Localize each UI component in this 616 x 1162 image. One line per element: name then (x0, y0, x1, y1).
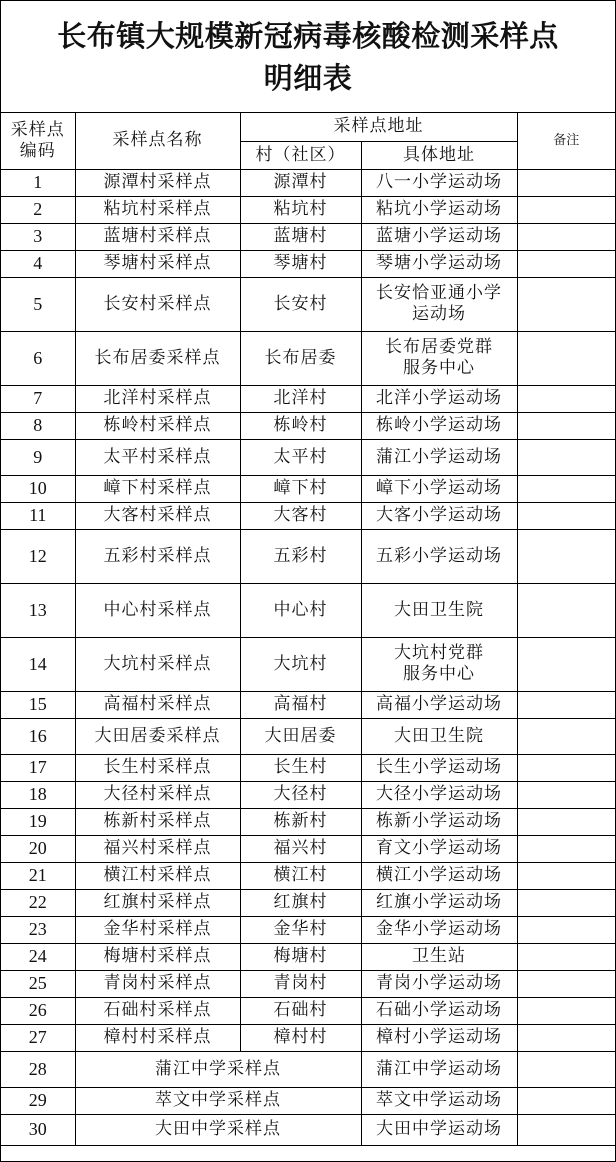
row-remark (517, 691, 615, 718)
table-row (1, 916, 615, 943)
row-address: 蒲江中学运动场 (361, 1051, 517, 1087)
sampling-sites-table (1, 113, 615, 1146)
row-site-name: 琴塘村采样点 (75, 250, 240, 277)
row-site-name: 大客村采样点 (75, 502, 240, 529)
title-line-1: 长布镇大规模新冠病毒核酸检测采样点 (57, 18, 559, 53)
table-row (1, 277, 615, 331)
row-address: 大田中学运动场 (361, 1114, 517, 1145)
row-village: 栋新村 (240, 808, 361, 835)
row-address: 五彩小学运动场 (361, 529, 517, 583)
row-address: 红旗小学运动场 (361, 889, 517, 916)
row-code: 3 (1, 223, 75, 250)
row-address: 樟村小学运动场 (361, 1024, 517, 1051)
row-code: 15 (1, 691, 75, 718)
table-body (1, 169, 615, 1145)
row-address: 栋新小学运动场 (361, 808, 517, 835)
row-site-name: 金华村采样点 (75, 916, 240, 943)
row-address: 大径小学运动场 (361, 781, 517, 808)
row-site-name: 栋岭村采样点 (75, 412, 240, 439)
table-row (1, 1024, 615, 1051)
row-village: 大坑村 (240, 637, 361, 691)
row-code: 1 (1, 169, 75, 196)
row-code: 30 (1, 1114, 75, 1145)
table-row (1, 808, 615, 835)
table-row (1, 970, 615, 997)
row-village: 红旗村 (240, 889, 361, 916)
row-address: 蒲江小学运动场 (361, 439, 517, 475)
row-village: 福兴村 (240, 835, 361, 862)
row-address: 琴塘小学运动场 (361, 250, 517, 277)
row-code: 11 (1, 502, 75, 529)
header-address-group: 采样点地址 (240, 113, 517, 141)
row-site-name: 大坑村采样点 (75, 637, 240, 691)
row-address: 金华小学运动场 (361, 916, 517, 943)
row-village: 大田居委 (240, 718, 361, 754)
row-address: 长生小学运动场 (361, 754, 517, 781)
row-code: 16 (1, 718, 75, 754)
table-row (1, 475, 615, 502)
row-remark (517, 916, 615, 943)
row-site-name: 青岗村采样点 (75, 970, 240, 997)
row-remark (517, 943, 615, 970)
row-remark (517, 808, 615, 835)
row-remark (517, 277, 615, 331)
title-line-2: 明细表 (263, 60, 353, 95)
row-remark (517, 718, 615, 754)
row-village: 蓝塘村 (240, 223, 361, 250)
row-village: 琴塘村 (240, 250, 361, 277)
row-address: 八一小学运动场 (361, 169, 517, 196)
row-village: 长生村 (240, 754, 361, 781)
row-site-name: 石础村采样点 (75, 997, 240, 1024)
row-address: 萃文中学运动场 (361, 1087, 517, 1114)
table-row (1, 1051, 615, 1087)
row-address: 大田卫生院 (361, 718, 517, 754)
row-code: 22 (1, 889, 75, 916)
row-code: 14 (1, 637, 75, 691)
row-remark (517, 1024, 615, 1051)
row-village: 源潭村 (240, 169, 361, 196)
row-code: 4 (1, 250, 75, 277)
row-remark (517, 583, 615, 637)
table-row (1, 781, 615, 808)
row-site-name: 高福村采样点 (75, 691, 240, 718)
row-address: 卫生站 (361, 943, 517, 970)
row-code: 27 (1, 1024, 75, 1051)
table-row (1, 196, 615, 223)
row-remark (517, 637, 615, 691)
row-code: 26 (1, 997, 75, 1024)
row-village: 樟村村 (240, 1024, 361, 1051)
row-address: 育文小学运动场 (361, 835, 517, 862)
row-village: 梅塘村 (240, 943, 361, 970)
row-code: 23 (1, 916, 75, 943)
row-address: 北洋小学运动场 (361, 385, 517, 412)
row-address (361, 637, 517, 691)
row-address: 蓝塘小学运动场 (361, 223, 517, 250)
row-remark (517, 439, 615, 475)
row-address-line2: 服务中心 (403, 664, 475, 684)
table-row (1, 385, 615, 412)
row-address (361, 331, 517, 385)
row-address: 嶂下小学运动场 (361, 475, 517, 502)
row-village: 高福村 (240, 691, 361, 718)
row-remark (517, 970, 615, 997)
row-remark (517, 1114, 615, 1145)
row-code: 8 (1, 412, 75, 439)
row-code: 20 (1, 835, 75, 862)
row-site-name: 樟村村采样点 (75, 1024, 240, 1051)
row-code: 6 (1, 331, 75, 385)
row-site-name: 长布居委采样点 (75, 331, 240, 385)
table-row (1, 169, 615, 196)
table-row (1, 1114, 615, 1145)
row-remark (517, 385, 615, 412)
row-site-name: 太平村采样点 (75, 439, 240, 475)
row-site-name: 蒲江中学采样点 (75, 1051, 361, 1087)
table-row (1, 718, 615, 754)
row-address: 横江小学运动场 (361, 862, 517, 889)
row-village: 横江村 (240, 862, 361, 889)
header-remark: 备注 (517, 113, 615, 169)
header-code-line2: 编码 (19, 140, 56, 161)
row-remark (517, 169, 615, 196)
row-remark (517, 997, 615, 1024)
row-code: 18 (1, 781, 75, 808)
row-village: 太平村 (240, 439, 361, 475)
row-site-name: 蓝塘村采样点 (75, 223, 240, 250)
row-village: 中心村 (240, 583, 361, 637)
row-remark (517, 862, 615, 889)
row-site-name: 中心村采样点 (75, 583, 240, 637)
row-village: 石础村 (240, 997, 361, 1024)
row-remark (517, 412, 615, 439)
row-site-name: 红旗村采样点 (75, 889, 240, 916)
table-row (1, 1087, 615, 1114)
table-row (1, 889, 615, 916)
row-remark (517, 1087, 615, 1114)
row-address-line2: 服务中心 (403, 358, 475, 378)
row-site-name: 嶂下村采样点 (75, 475, 240, 502)
row-village: 粘坑村 (240, 196, 361, 223)
row-address: 栋岭小学运动场 (361, 412, 517, 439)
row-remark (517, 502, 615, 529)
row-remark (517, 196, 615, 223)
table-row (1, 223, 615, 250)
row-site-name: 大径村采样点 (75, 781, 240, 808)
table-row (1, 250, 615, 277)
table-row (1, 862, 615, 889)
row-site-name: 福兴村采样点 (75, 835, 240, 862)
table-row (1, 637, 615, 691)
row-code: 25 (1, 970, 75, 997)
row-address: 石础小学运动场 (361, 997, 517, 1024)
table-row (1, 583, 615, 637)
row-village: 栋岭村 (240, 412, 361, 439)
row-remark (517, 250, 615, 277)
row-village: 长安村 (240, 277, 361, 331)
header-code-line1: 采样点 (10, 119, 65, 140)
row-address: 大田卫生院 (361, 583, 517, 637)
row-remark (517, 475, 615, 502)
row-code: 9 (1, 439, 75, 475)
row-remark (517, 331, 615, 385)
row-site-name: 北洋村采样点 (75, 385, 240, 412)
row-address-line1: 长布居委党群 (385, 337, 493, 357)
header-village: 村（社区） (240, 141, 361, 169)
row-code: 2 (1, 196, 75, 223)
row-address-line2: 运动场 (412, 304, 466, 324)
row-village: 嶂下村 (240, 475, 361, 502)
row-site-name: 大田中学采样点 (75, 1114, 361, 1145)
row-code: 28 (1, 1051, 75, 1087)
row-code: 5 (1, 277, 75, 331)
row-code: 21 (1, 862, 75, 889)
row-code: 7 (1, 385, 75, 412)
row-code: 10 (1, 475, 75, 502)
row-village: 五彩村 (240, 529, 361, 583)
row-address-line1: 长安恰亚通小学 (376, 283, 502, 303)
table-row (1, 943, 615, 970)
table-row (1, 331, 615, 385)
table-row (1, 412, 615, 439)
row-remark (517, 889, 615, 916)
row-remark (517, 781, 615, 808)
row-address: 青岗小学运动场 (361, 970, 517, 997)
table-row (1, 502, 615, 529)
row-village: 大客村 (240, 502, 361, 529)
row-code: 13 (1, 583, 75, 637)
row-site-name: 粘坑村采样点 (75, 196, 240, 223)
row-remark (517, 223, 615, 250)
header-row-1 (1, 113, 615, 141)
row-code: 19 (1, 808, 75, 835)
row-village: 金华村 (240, 916, 361, 943)
table-row (1, 997, 615, 1024)
row-site-name: 梅塘村采样点 (75, 943, 240, 970)
row-site-name: 大田居委采样点 (75, 718, 240, 754)
row-address: 大客小学运动场 (361, 502, 517, 529)
row-address: 粘坑小学运动场 (361, 196, 517, 223)
row-address (361, 277, 517, 331)
table-row (1, 754, 615, 781)
row-code: 12 (1, 529, 75, 583)
table-row (1, 529, 615, 583)
row-site-name: 长安村采样点 (75, 277, 240, 331)
row-village: 北洋村 (240, 385, 361, 412)
row-remark (517, 754, 615, 781)
row-address-line1: 大坑村党群 (394, 643, 484, 663)
row-site-name: 长生村采样点 (75, 754, 240, 781)
row-code: 24 (1, 943, 75, 970)
row-site-name: 源潭村采样点 (75, 169, 240, 196)
row-remark (517, 529, 615, 583)
header-address: 具体地址 (361, 141, 517, 169)
row-site-name: 横江村采样点 (75, 862, 240, 889)
header-name: 采样点名称 (75, 113, 240, 169)
row-village: 青岗村 (240, 970, 361, 997)
table-row (1, 835, 615, 862)
row-village: 长布居委 (240, 331, 361, 385)
row-site-name: 栋新村采样点 (75, 808, 240, 835)
page-title (1, 1, 615, 113)
row-remark (517, 1051, 615, 1087)
row-code: 17 (1, 754, 75, 781)
table-row (1, 439, 615, 475)
table-row (1, 691, 615, 718)
row-remark (517, 835, 615, 862)
row-address: 高福小学运动场 (361, 691, 517, 718)
row-site-name: 五彩村采样点 (75, 529, 240, 583)
header-code (1, 113, 75, 169)
row-code: 29 (1, 1087, 75, 1114)
row-site-name: 萃文中学采样点 (75, 1087, 361, 1114)
row-village: 大径村 (240, 781, 361, 808)
